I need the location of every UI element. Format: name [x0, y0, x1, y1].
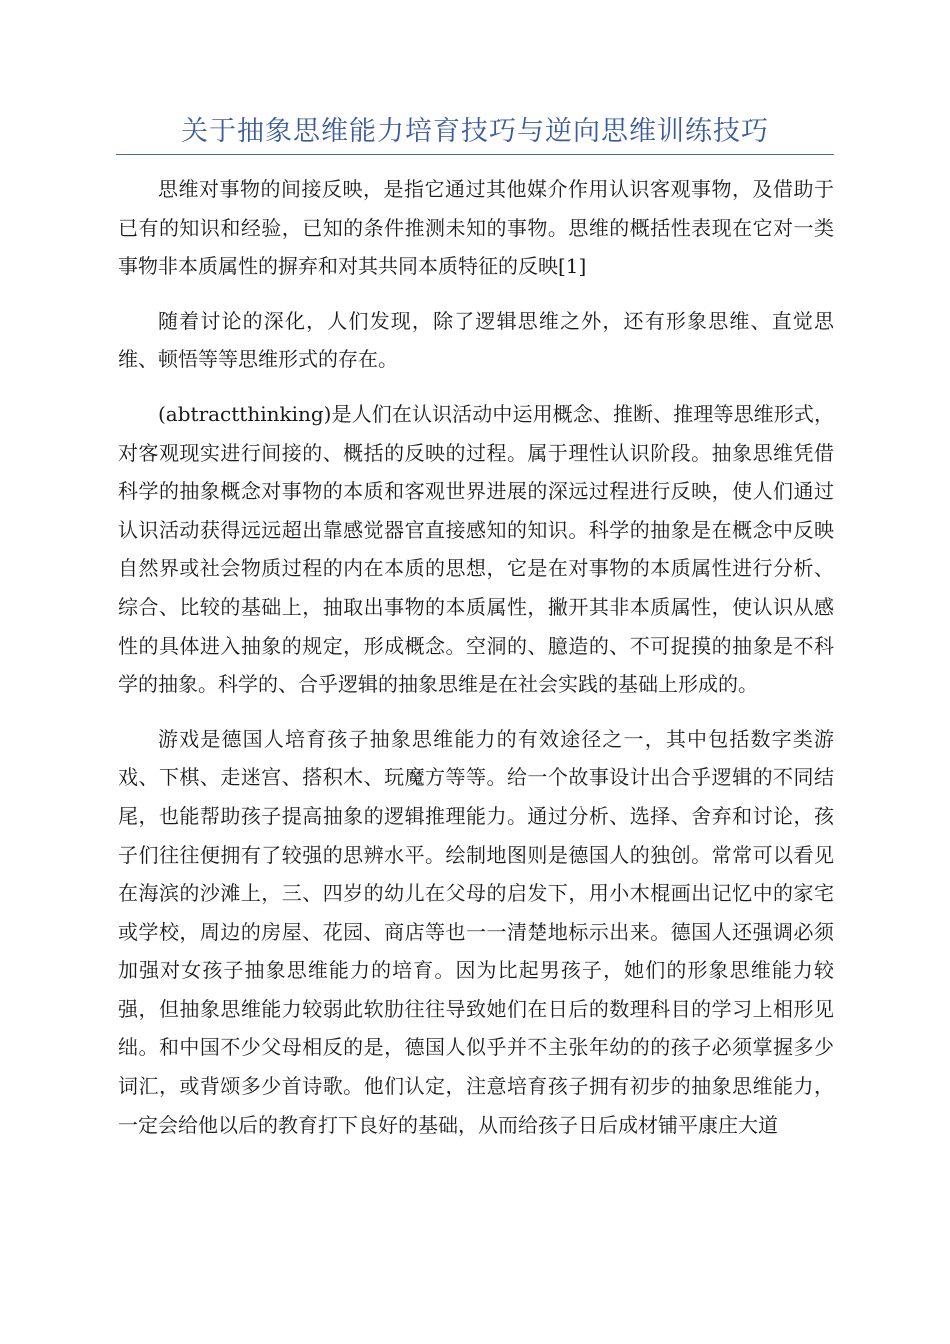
paragraph-2: 随着讨论的深化，人们发现，除了逻辑思维之外，还有形象思维、直觉思维、顿悟等等思维形式的存在。 [118, 308, 834, 372]
document-title: 关于抽象思维能力培育技巧与逆向思维训练技巧 [181, 116, 769, 147]
paragraph-4: 游戏是德国人培育孩子抽象思维能力的有效途径之一，其中包括数字类游戏、下棋、走迷宫、搭积木、玩魔方等等。给一个故事设计出合乎逻辑的不同结尾，也能帮助孩子提高抽象的逻辑推理能力。通过分析、选择、舍弃和讨论，孩子们往往便拥有了较强的思辨水平。绘制地图则是德国人的独创。常常可以看见在海滨的沙滩上，三、四岁的幼儿在父母的启发下，用小木棍画出记忆中的家宅或学校，周边的房屋、花园、商店等也一一清楚地标示出来。德国人还强调必须加强对女孩子抽象思维能力的培育。因为比起男孩子，她们的形象思维能力较强，但抽象思维能力较弱此软肋往往导致她们在日后的数理科目的学习上相形见绌。和中国不少父母相反的是，德国人似乎并不主张年幼的的孩子必须掌握多少词汇，或背颂多少首诗歌。他们认定，注意培育孩子拥有初步的抽象思维能力，一定会给他以后的教育打下良好的基础，从而给孩子日后成材铺平康庄大道 [118, 726, 834, 1137]
title-underline [116, 154, 834, 155]
paragraph-1: 思维对事物的间接反映，是指它通过其他媒介作用认识客观事物，及借助于已有的知识和经验，已知的条件推测未知的事物。思维的概括性表现在它对一类事物非本质属性的摒弃和对其共同本质特征的反映[1] [118, 177, 834, 279]
paragraph-3: (abtractthinking)是人们在认识活动中运用概念、推断、推理等思维形式，对客观现实进行间接的、概括的反映的过程。属于理性认识阶段。抽象思维凭借科学的抽象概念对事物的本质和客观世界进展的深远过程进行反映，使人们通过认识活动获得远远超出靠感觉器官直接感知的知识。科学的抽象是在概念中反映自然界或社会物质过程的内在本质的思想，它是在对事物的本质属性进行分析、综合、比较的基础上，抽取出事物的本质属性，撇开其非本质属性，使认识从感性的具体进入抽象的规定，形成概念。空洞的、臆造的、不可捉摸的抽象是不科学的抽象。科学的、合乎逻辑的抽象思维是在社会实践的基础上形成的。 [118, 401, 834, 697]
document-body [118, 170, 834, 1160]
